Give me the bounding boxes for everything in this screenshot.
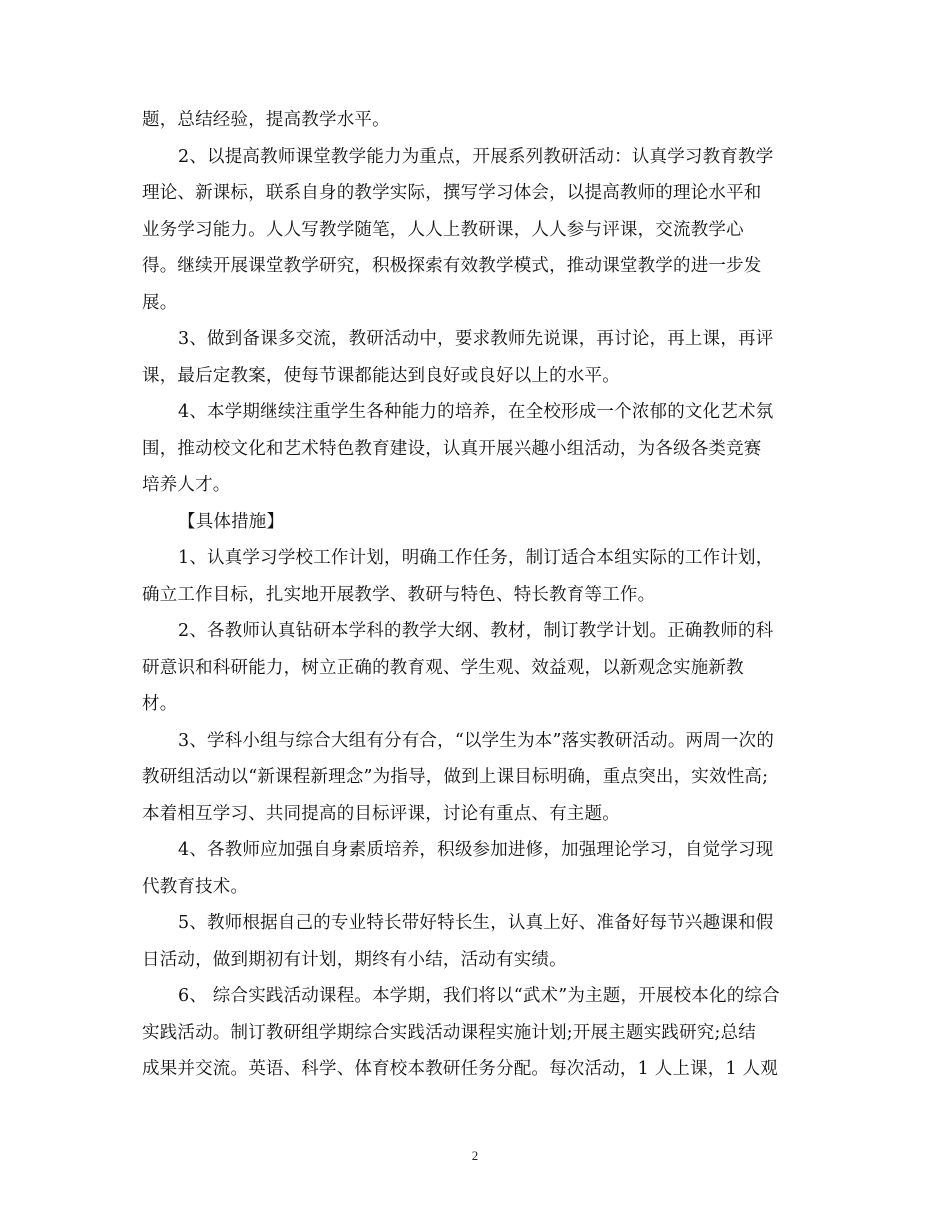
text-line: 题，总结经验，提高教学水平。 [142, 110, 390, 130]
text-line: 本着相互学习、共同提高的目标评课，讨论有重点、有主题。 [142, 803, 620, 824]
text-line: 6、 综合实践活动课程。本学期，我们将以“武术”为主题，开展校本化的综合 [178, 986, 780, 1006]
text-line: 代教育技术。 [142, 876, 249, 897]
text-line: 3、做到备课多交流，教研活动中，要求教师先说课，再讨论，再上课，再评 [178, 329, 774, 349]
text-line: 3、学科小组与综合大组有分有合，“以学生为本”落实教研活动。两周一次的 [178, 730, 775, 751]
text-line: 4、各教师应加强自身素质培养，积级参加进修，加强理论学习，自觉学习现 [178, 840, 774, 860]
text-line: 展。 [142, 292, 178, 313]
text-line: 1、认真学习学校工作计划，明确工作任务，制订适合本组实际的工作计划， [178, 548, 774, 568]
text-line: 2、各教师认真钻研本学科的教学大纲、教材，制订教学计划。正确教师的科 [178, 621, 774, 641]
text-line: 成果并交流。英语、科学、体育校本教研任务分配。每次活动，1 人上课，1 人观 [142, 1059, 778, 1079]
text-line: 围，推动校文化和艺术特色教育建设，认真开展兴趣小组活动，为各级各类竞赛 [142, 438, 762, 459]
text-line: 教研组活动以“新课程新理念”为指导，做到上课目标明确，重点突出，实效性高; [142, 767, 769, 787]
text-line: 研意识和科研能力，树立正确的教育观、学生观、效益观，以新观念实施新教 [142, 657, 744, 678]
text-line: 确立工作目标，扎实地开展教学、教研与特色、特长教育等工作。 [142, 584, 656, 605]
text-line: 实践活动。制订教研组学期综合实践活动课程实施计划;开展主题实践研究;总结 [142, 1022, 756, 1043]
text-line: 2、以提高教师课堂教学能力为重点，开展系列教研活动：认真学习教育教学 [178, 146, 774, 167]
text-line: 4、本学期继续注重学生各种能力的培养，在全校形成一个浓郁的文化艺术氛 [178, 402, 774, 422]
text-line: 【具体措施】 [178, 511, 285, 532]
text-line: 培养人才。 [142, 475, 231, 495]
text-line: 得。继续开展课堂教学研究，积极探索有效教学模式，推动课堂教学的进一步发 [142, 256, 762, 276]
text-line: 5、教师根据自己的专业特长带好特长生，认真上好、准备好每节兴趣课和假 [178, 913, 774, 933]
text-line: 材。 [142, 694, 178, 714]
text-line: 业务学习能力。人人写教学随笔，人人上教研课，人人参与评课，交流教学心 [142, 219, 744, 240]
text-line: 理论、新课标，联系自身的教学实际，撰写学习体会，以提高教师的理论水平和 [142, 183, 762, 203]
page-number: 2 [471, 1148, 479, 1163]
text-line: 课，最后定教案，使每节课都能达到良好或良好以上的水平。 [142, 365, 620, 386]
text-line: 日活动，做到期初有计划，期终有小结，活动有实绩。 [142, 949, 567, 970]
